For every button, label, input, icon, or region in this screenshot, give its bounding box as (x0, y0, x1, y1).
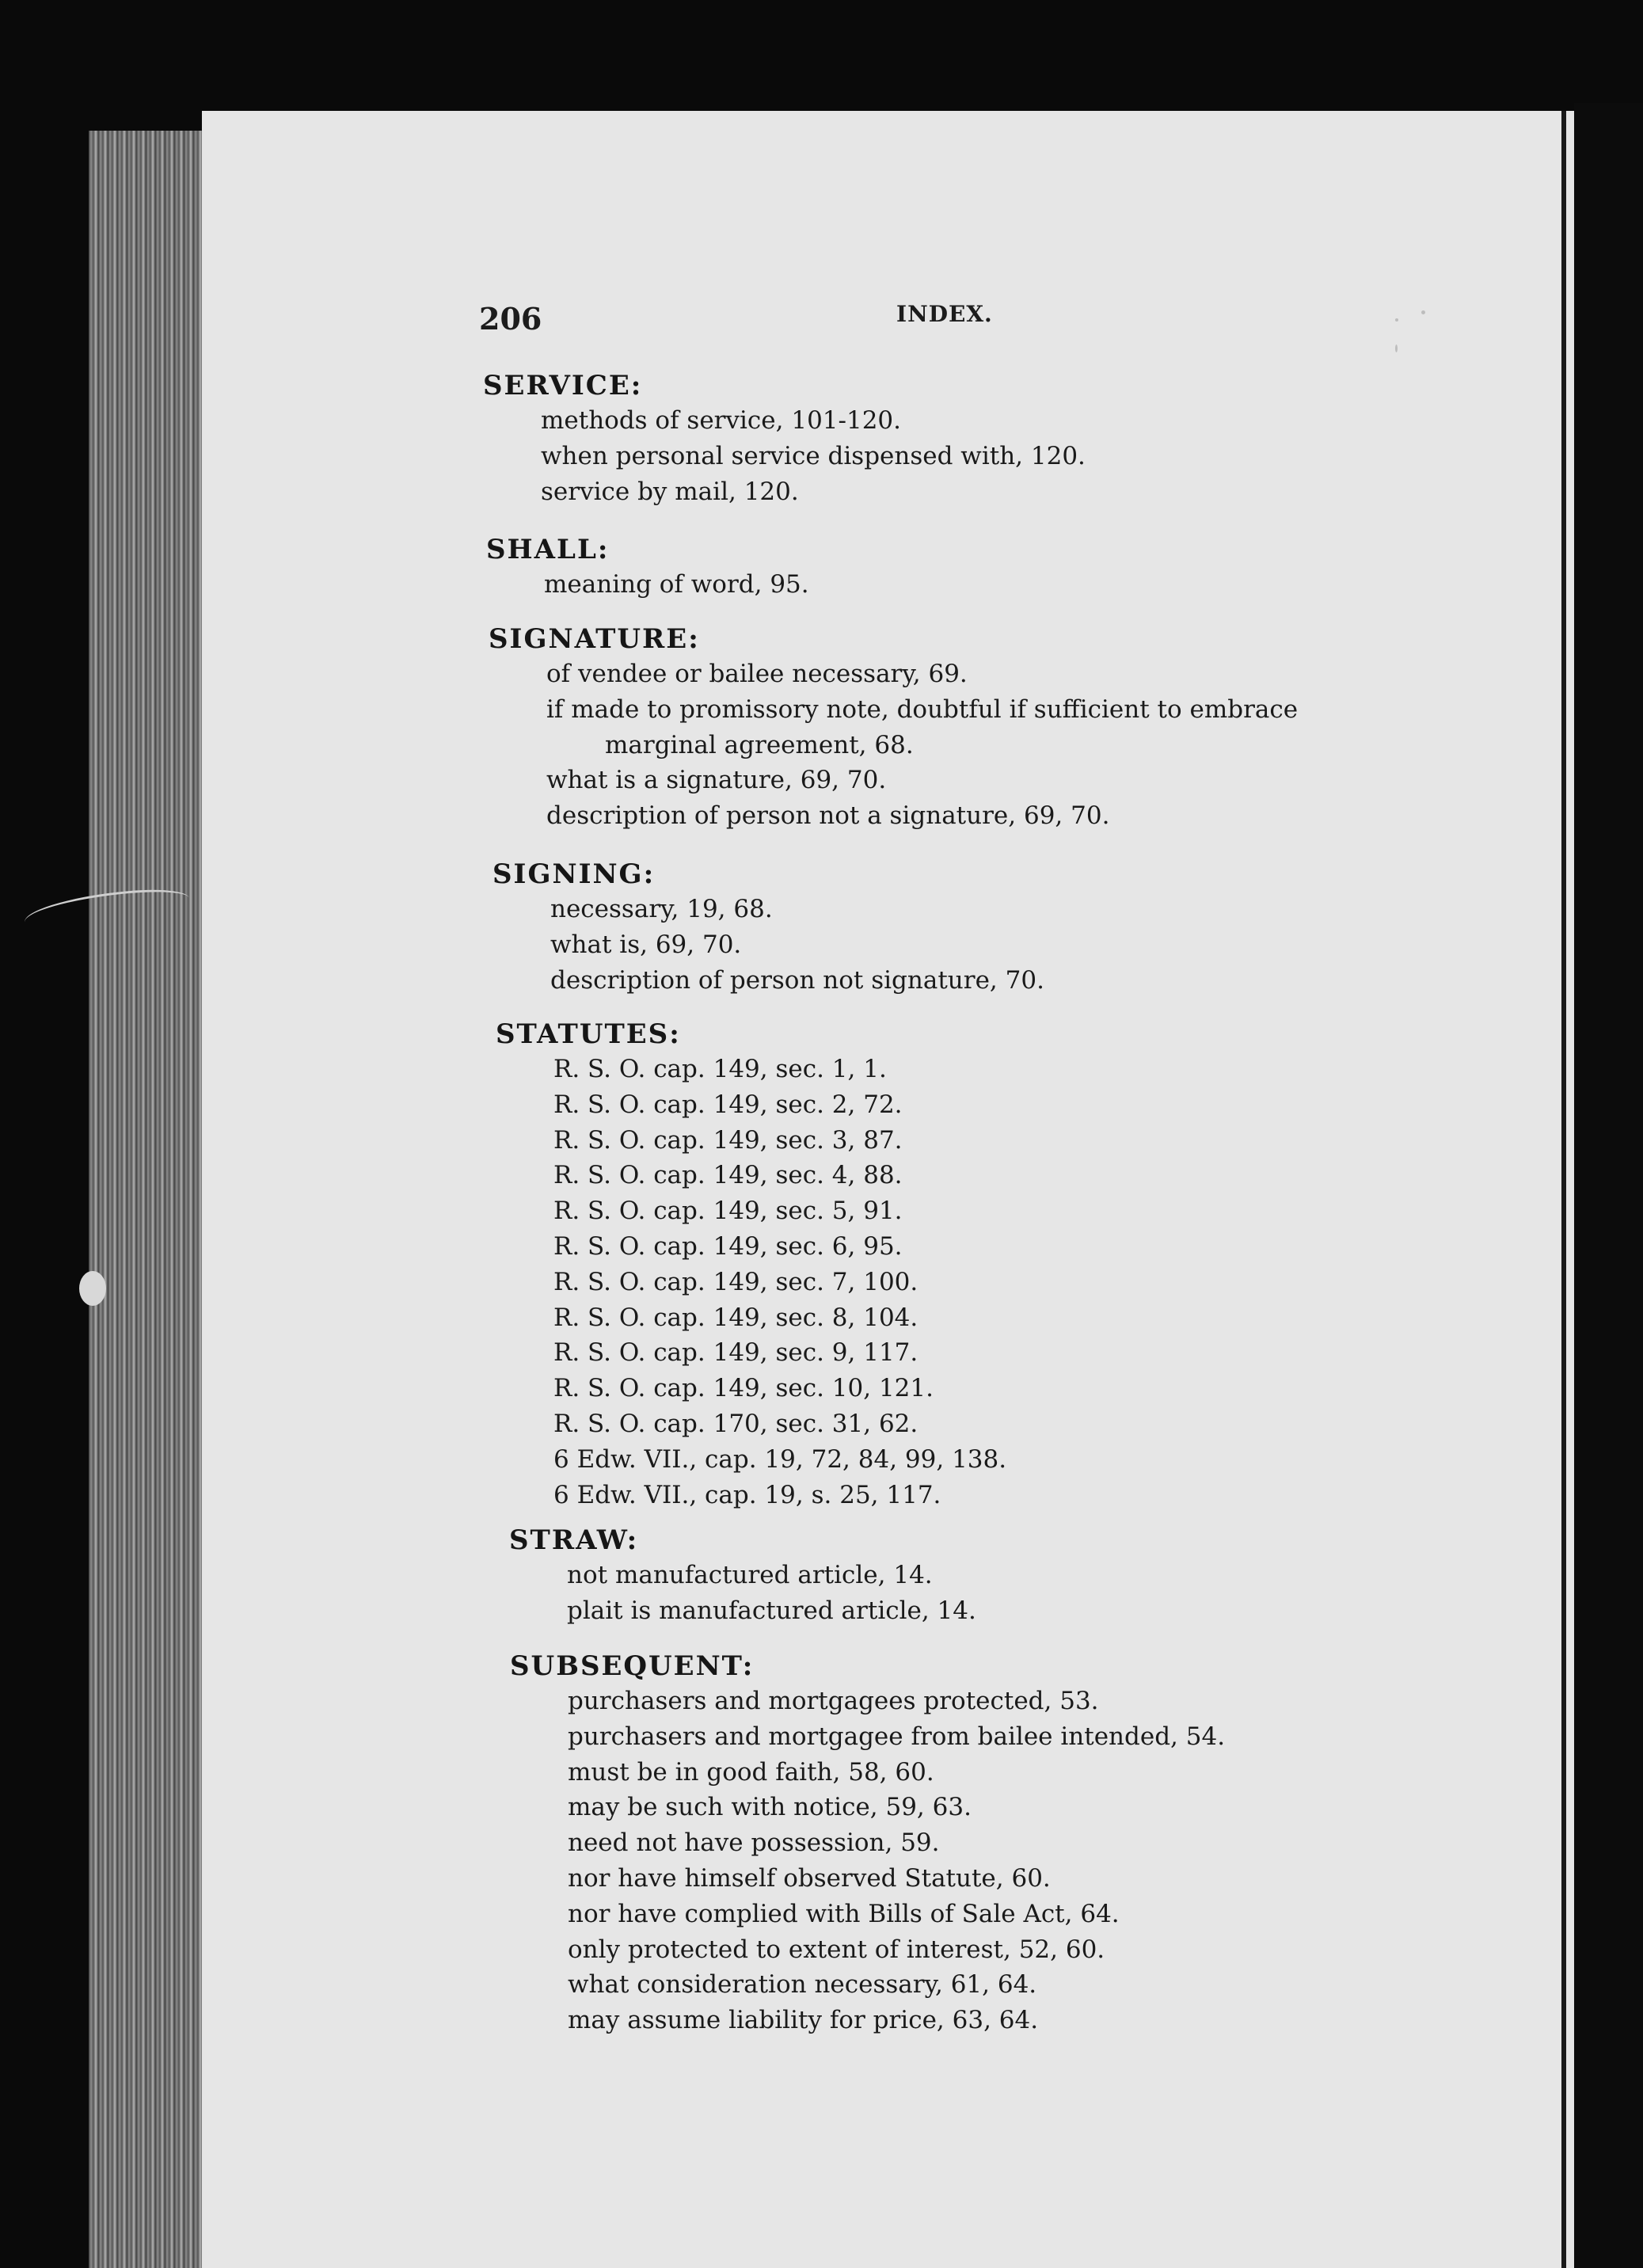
index-subentry: R. S. O. cap. 149, sec. 7, 100. (553, 1267, 918, 1296)
index-heading: SERVICE: (483, 370, 643, 401)
index-subentry: of vendee or bailee necessary, 69. (546, 660, 968, 688)
index-subentry: only protected to extent of interest, 52, 60. (568, 1935, 1105, 1964)
index-entry (486, 532, 1643, 603)
scan-artifact (79, 1271, 106, 1306)
index-subentry: R. S. O. cap. 149, sec. 10, 121. (553, 1374, 934, 1403)
index-entry (493, 857, 1643, 998)
index-subentry: purchasers and mortgagees protected, 53. (568, 1687, 1099, 1715)
index-subentry: R. S. O. cap. 149, sec. 5, 91. (553, 1197, 903, 1226)
index-subentry: necessary, 19, 68. (550, 895, 773, 923)
index-entry (509, 1523, 1643, 1629)
index-heading: SIGNING: (493, 858, 656, 890)
index-subentry: may assume liability for price, 63, 64. (568, 2006, 1039, 2035)
index-subentry: meaning of word, 95. (544, 570, 809, 599)
index-subentry: 6 Edw. VII., cap. 19, s. 25, 117. (553, 1480, 941, 1509)
index-heading: SUBSEQUENT: (510, 1650, 755, 1682)
book-page-edges (89, 131, 207, 2268)
index-heading: SHALL: (486, 534, 610, 565)
index-subentry: may be such with notice, 59, 63. (568, 1793, 972, 1822)
page-header (0, 301, 1643, 348)
page-number: 206 (479, 301, 542, 337)
index-subentry: plait is manufactured article, 14. (567, 1596, 976, 1625)
index-subentry: methods of service, 101-120. (541, 406, 902, 435)
index-subentry: R. S. O. cap. 149, sec. 8, 104. (553, 1303, 918, 1332)
running-head: INDEX. (896, 301, 993, 327)
index-subentry: what is, 69, 70. (550, 930, 742, 959)
index-subentry-continuation: marginal agreement, 68. (605, 730, 914, 759)
index-entry (496, 1017, 1643, 1513)
index-subentry: description of person not signature, 70. (550, 965, 1044, 995)
index-subentry: R. S. O. cap. 149, sec. 2, 72. (553, 1090, 903, 1119)
index-subentry: if made to promissory note, doubtful if sufficient to embrace (546, 694, 1299, 724)
index-subentry: need not have possession, 59. (568, 1828, 940, 1858)
index-heading: SIGNATURE: (489, 623, 700, 655)
index-subentry: when personal service dispensed with, 120. (541, 441, 1086, 470)
index-heading: STATUTES: (496, 1018, 681, 1050)
index-subentry: what consideration necessary, 61, 64. (568, 1970, 1037, 2000)
index-subentry: R. S. O. cap. 170, sec. 31, 62. (553, 1409, 918, 1438)
index-subentry: must be in good faith, 58, 60. (568, 1757, 934, 1787)
index-subentry: what is a signature, 69, 70. (546, 766, 887, 795)
index-entry (483, 368, 1643, 509)
index-subentry: not manufactured article, 14. (567, 1561, 933, 1589)
index-subentry: 6 Edw. VII., cap. 19, 72, 84, 99, 138. (553, 1444, 1007, 1474)
index-subentry: purchasers and mortgagee from bailee intended, 54. (568, 1722, 1226, 1751)
index-entry (510, 1649, 1643, 2038)
index-subentry: nor have complied with Bills of Sale Act, 64. (568, 1899, 1120, 1928)
index-heading: STRAW: (509, 1524, 639, 1556)
index-subentry: R. S. O. cap. 149, sec. 9, 117. (553, 1338, 918, 1368)
index-subentry: description of person not a signature, 69, 70. (546, 801, 1110, 831)
index-subentry: R. S. O. cap. 149, sec. 1, 1. (553, 1055, 887, 1083)
index-subentry: nor have himself observed Statute, 60. (568, 1863, 1051, 1893)
index-entry (489, 622, 1643, 834)
index-subentry: R. S. O. cap. 149, sec. 4, 88. (553, 1161, 903, 1190)
index-subentry: R. S. O. cap. 149, sec. 3, 87. (553, 1125, 903, 1155)
index-subentry: R. S. O. cap. 149, sec. 6, 95. (553, 1231, 903, 1261)
index-subentry: service by mail, 120. (541, 477, 799, 506)
